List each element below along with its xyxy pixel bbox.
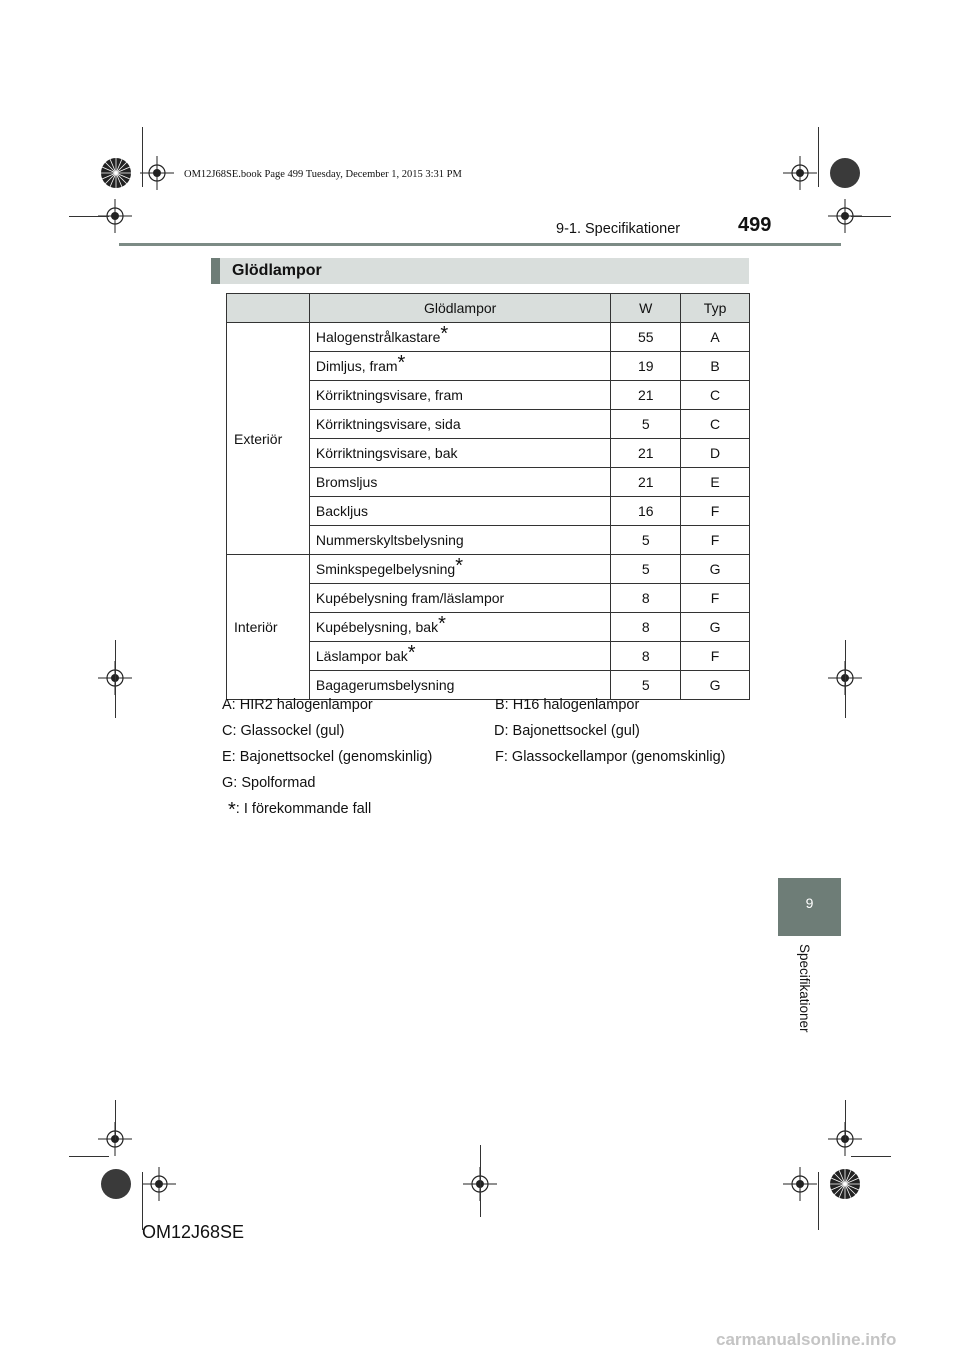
legend-g: G: Spolformad — [222, 775, 316, 791]
bulb-watt: 5 — [611, 555, 681, 584]
bulb-type: C — [681, 381, 750, 410]
bulb-watt: 16 — [611, 497, 681, 526]
bulb-type: G — [681, 613, 750, 642]
legend-b: B: H16 halogenlampor — [495, 697, 640, 713]
legend-d: D: Bajonettsockel (gul) — [494, 723, 640, 739]
bulb-name: Körriktningsvisare, fram — [309, 381, 611, 410]
bulb-watt: 8 — [611, 642, 681, 671]
crosshair-mark-icon — [140, 156, 174, 190]
footnote-text: : I förekommande fall — [235, 801, 372, 817]
bulb-type: D — [681, 439, 750, 468]
column-header-bulb: Glödlampor — [309, 294, 611, 323]
footnote-star: * — [455, 555, 463, 577]
bulb-watt: 8 — [611, 584, 681, 613]
watermark: carmanualsonline.info — [716, 1330, 897, 1349]
bulb-watt: 8 — [611, 613, 681, 642]
column-header-category — [227, 294, 310, 323]
bulb-name: Sminkspegelbelysning* — [309, 555, 611, 584]
crosshair-mark-icon — [142, 1167, 176, 1201]
trim-line — [845, 1100, 846, 1140]
header-rule — [119, 243, 841, 246]
legend-c: C: Glassockel (gul) — [222, 723, 345, 739]
page-number: 499 — [738, 214, 772, 236]
bulb-name: Körriktningsvisare, sida — [309, 410, 611, 439]
starburst-mark-icon — [829, 1168, 861, 1200]
manual-code: OM12J68SE — [142, 1222, 245, 1242]
bulb-type: F — [681, 642, 750, 671]
bulb-name: Bagagerumsbelysning — [309, 671, 611, 700]
trim-line — [480, 1145, 481, 1217]
bulb-watt: 19 — [611, 352, 681, 381]
bulb-name: Bromsljus — [309, 468, 611, 497]
bulb-name: Kupébelysning, bak* — [309, 613, 611, 642]
table-header-row — [227, 294, 750, 323]
bulb-watt: 5 — [611, 410, 681, 439]
bulb-name: Kupébelysning fram/läslampor — [309, 584, 611, 613]
trim-line — [818, 1172, 819, 1230]
bulb-type: E — [681, 468, 750, 497]
bulb-type: A — [681, 323, 750, 352]
bulb-name: Dimljus, fram* — [309, 352, 611, 381]
table-row — [227, 323, 750, 352]
bulb-type: F — [681, 584, 750, 613]
bulb-watt: 21 — [611, 439, 681, 468]
dark-circle-mark-icon — [100, 1168, 132, 1200]
bulb-type: G — [681, 671, 750, 700]
trim-line — [142, 127, 143, 187]
starburst-mark-icon — [100, 157, 132, 189]
bulb-type: B — [681, 352, 750, 381]
trim-line — [851, 216, 891, 217]
chapter-label: Specifikationer — [797, 944, 812, 1033]
legend-f: F: Glassockellampor (genomskinlig) — [495, 749, 726, 765]
bulb-type: F — [681, 526, 750, 555]
bulb-watt: 21 — [611, 381, 681, 410]
section-heading-bar — [211, 258, 749, 284]
bulb-name: Backljus — [309, 497, 611, 526]
legend-a: A: HIR2 halogenlampor — [222, 697, 373, 713]
crosshair-mark-icon — [783, 156, 817, 190]
bulb-watt: 55 — [611, 323, 681, 352]
column-header-watt: W — [611, 294, 681, 323]
trim-line — [115, 640, 116, 718]
footnote-star: * — [228, 799, 236, 821]
bulb-table — [226, 293, 750, 700]
chapter-tab — [778, 878, 841, 936]
footnote-star: * — [407, 642, 416, 664]
bulb-type: F — [681, 497, 750, 526]
footnote-star: * — [397, 352, 406, 374]
bulb-name: Halogenstrålkastare* — [309, 323, 611, 352]
bulb-watt: 5 — [611, 526, 681, 555]
legend-e: E: Bajonettsockel (genomskinlig) — [222, 749, 433, 765]
group-exterior: Exteriör — [227, 323, 310, 555]
footnote-star: * — [438, 613, 446, 635]
trim-line — [69, 1156, 109, 1157]
trim-line — [845, 640, 846, 718]
trim-line — [69, 216, 109, 217]
print-info-line: OM12J68SE.book Page 499 Tuesday, December 1, 2015 3:31 PM — [184, 169, 462, 180]
dark-circle-mark-icon — [829, 157, 861, 189]
bulb-type: G — [681, 555, 750, 584]
trim-line — [851, 1156, 891, 1157]
bulb-watt: 21 — [611, 468, 681, 497]
footnote-star: * — [440, 323, 449, 345]
bulb-name: Körriktningsvisare, bak — [309, 439, 611, 468]
section-title: 9-1. Specifikationer — [556, 221, 681, 237]
column-header-type: Typ — [681, 294, 750, 323]
trim-line — [115, 1100, 116, 1140]
bulb-type: C — [681, 410, 750, 439]
bulb-name: Nummerskyltsbelysning — [309, 526, 611, 555]
bulb-name: Läslampor bak* — [309, 642, 611, 671]
trim-line — [818, 127, 819, 187]
section-heading: Glödlampor — [232, 262, 322, 279]
chapter-number: 9 — [805, 895, 814, 911]
crosshair-mark-icon — [783, 1167, 817, 1201]
group-interior: Interiör — [227, 555, 310, 700]
legend-footnote — [228, 799, 372, 821]
bulb-watt: 5 — [611, 671, 681, 700]
table-row — [227, 555, 750, 584]
